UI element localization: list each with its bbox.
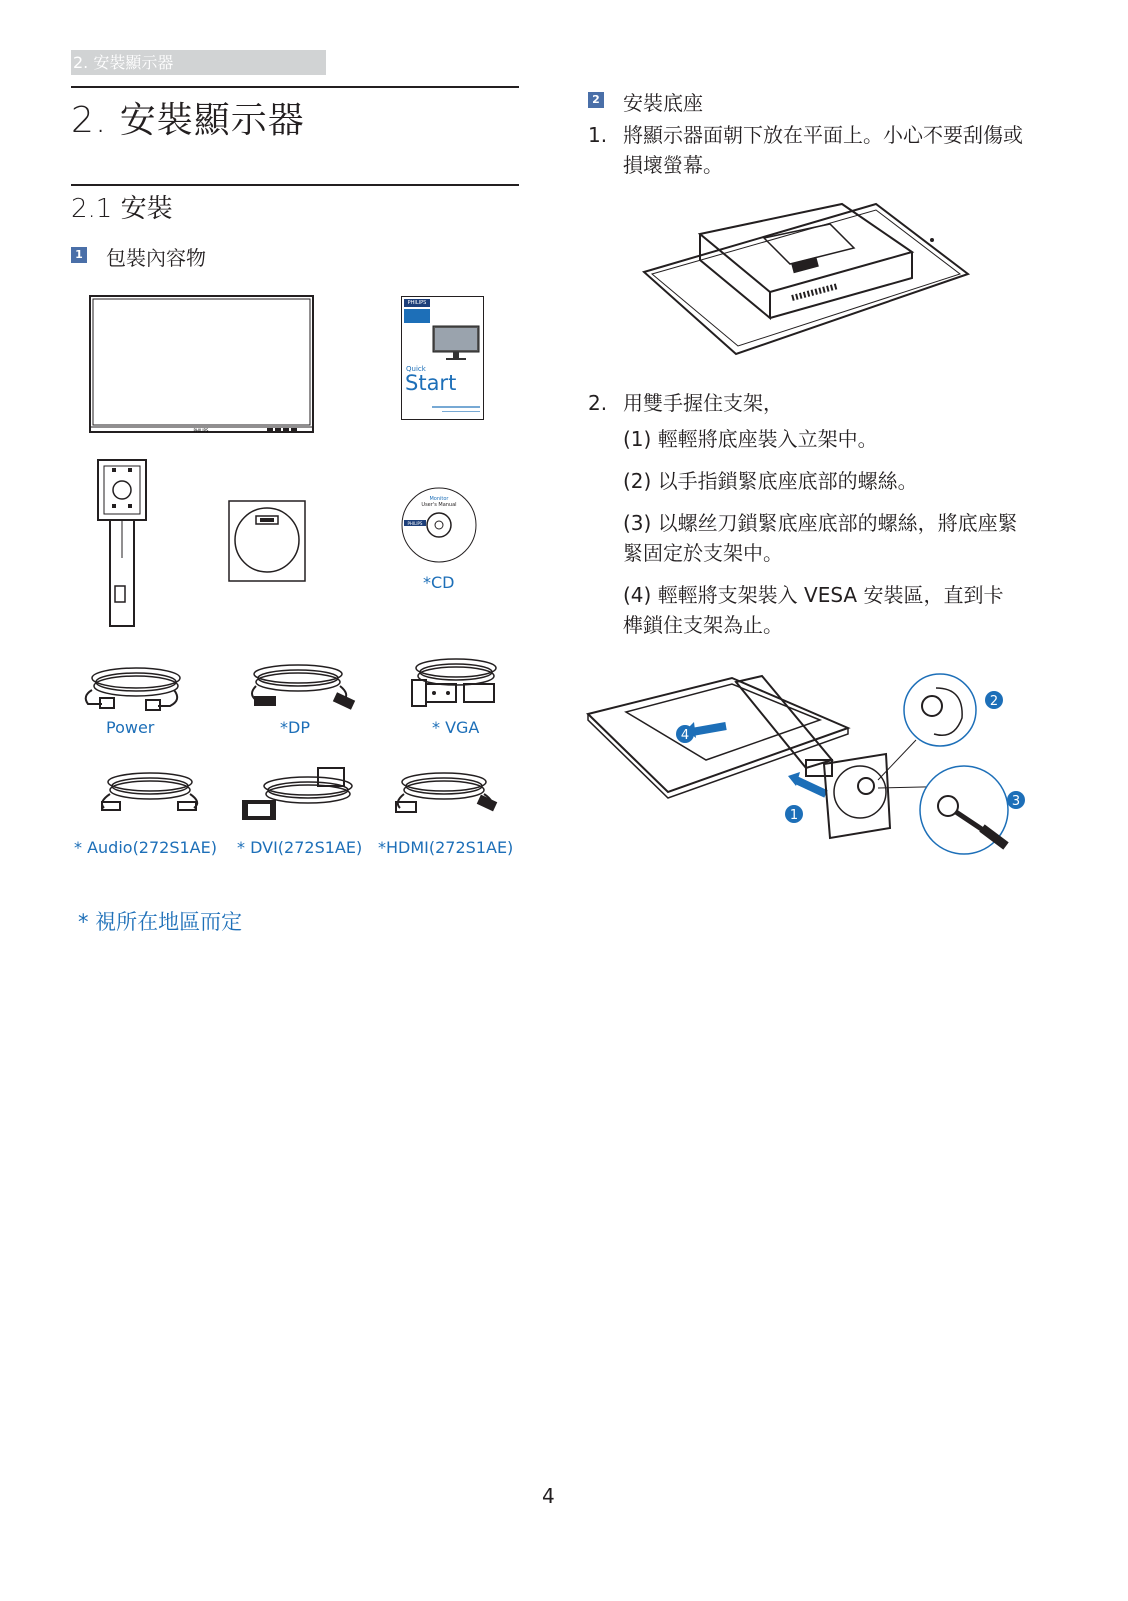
page-number: 4 xyxy=(542,1484,555,1508)
quick-start-blue-band xyxy=(404,309,430,323)
quick-start-small-label: Quick xyxy=(406,365,426,373)
region-note: * 視所在地區而定 xyxy=(78,910,243,934)
subsection-rule xyxy=(71,184,519,186)
callout-2-label: 2 xyxy=(989,694,999,709)
audio-cable-icon xyxy=(94,768,206,816)
callout-4-label: 4 xyxy=(680,728,690,743)
vga-cable-icon xyxy=(404,654,500,716)
substep-1: (1) 輕輕將底座裝入立架中。 xyxy=(623,427,878,451)
stand-assembly-illustration xyxy=(586,668,1034,854)
base-illustration xyxy=(228,500,306,582)
substep-4: (4) 輕輕將支架裝入 VESA 安裝區，直到卡榫鎖住支架為止。 xyxy=(623,583,1004,637)
cd-line-1: Monitor xyxy=(429,496,449,502)
callout-3-label: 3 xyxy=(1011,794,1021,809)
monitor-face-down-illustration xyxy=(642,200,972,360)
step-badge-1: 1 xyxy=(71,247,87,263)
quick-start-fine-print-2 xyxy=(442,411,480,412)
stand-illustration xyxy=(94,458,150,630)
callout-1-label: 1 xyxy=(789,808,799,823)
step-2-number: 2. xyxy=(588,391,608,415)
power-cable-icon xyxy=(78,660,186,714)
section-title: 2. 安裝顯示器 xyxy=(71,100,305,141)
caption-vga: * VGA xyxy=(432,718,480,737)
running-header: 2. 安裝顯示器 xyxy=(71,50,326,75)
cd-illustration xyxy=(400,486,478,564)
svg-text:PHILIPS: PHILIPS xyxy=(193,428,209,433)
caption-audio: * Audio(272S1AE) xyxy=(74,838,217,857)
caption-dp: *DP xyxy=(280,718,310,737)
quick-start-brand-bar: PHILIPS xyxy=(404,299,430,307)
quick-start-monitor-icon xyxy=(432,325,480,361)
cd-brand: PHILIPS xyxy=(407,521,423,526)
base-install-heading: 安裝底座 xyxy=(623,91,703,115)
caption-dvi: * DVI(272S1AE) xyxy=(237,838,363,857)
quick-start-title: Start xyxy=(405,371,457,395)
step-badge-2: 2 xyxy=(588,92,604,108)
substep-3: (3) 以螺丝刀鎖緊底座底部的螺絲，將底座緊緊固定於支架中。 xyxy=(623,511,1018,565)
quick-start-guide xyxy=(401,296,484,420)
step-1-text: 將顯示器面朝下放在平面上。小心不要刮傷或損壞螢幕。 xyxy=(623,123,1023,177)
caption-cd: *CD xyxy=(423,573,455,592)
caption-hdmi: *HDMI(272S1AE) xyxy=(378,838,514,857)
callout-1-icon xyxy=(785,805,803,823)
monitor-illustration xyxy=(89,295,315,437)
dvi-cable-icon xyxy=(238,764,364,826)
callout-2-icon xyxy=(985,691,1003,709)
cd-line-2: User's Manual xyxy=(421,502,457,508)
hdmi-cable-icon xyxy=(386,768,502,816)
step-2-text: 用雙手握住支架， xyxy=(623,391,783,415)
callout-3-icon xyxy=(1007,791,1025,809)
substep-2: (2) 以手指鎖緊底座底部的螺絲。 xyxy=(623,469,918,493)
subsection-title: 2.1 安裝 xyxy=(71,194,173,224)
quick-start-fine-print xyxy=(432,406,480,408)
step-1-number: 1. xyxy=(588,123,608,147)
section-rule xyxy=(71,86,519,88)
package-heading: 包裝內容物 xyxy=(106,246,206,270)
callout-4-icon xyxy=(676,725,694,743)
caption-power: Power xyxy=(106,718,155,737)
dp-cable-icon xyxy=(238,658,358,714)
